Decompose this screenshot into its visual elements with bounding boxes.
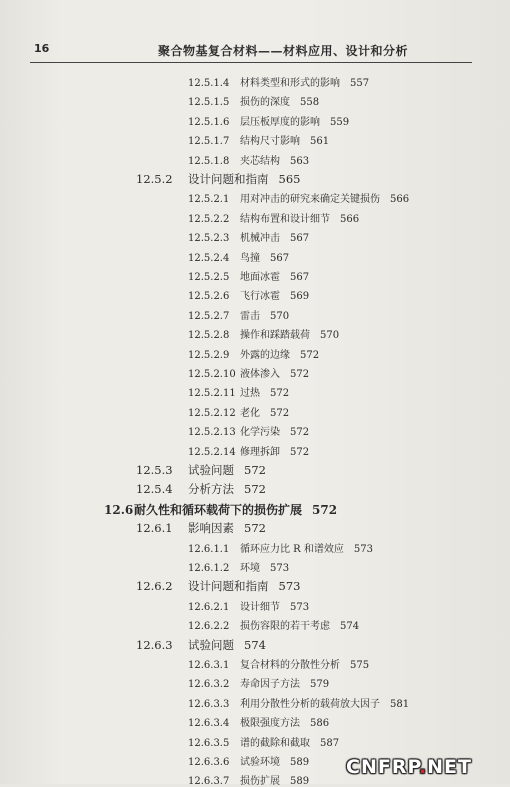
toc-entry-title: 复合材料的分散性分析 [240, 660, 340, 671]
toc-entry-number: 12.5.2.2 [188, 213, 230, 225]
toc-entry-title: 设计问题和指南 [188, 172, 269, 186]
toc-entry-number: 12.6.2.2 [188, 621, 230, 633]
toc-entry [188, 443, 309, 458]
toc-entry-page: 563 [290, 155, 310, 167]
toc-entry-page: 574 [340, 621, 360, 633]
toc-entry-number: 12.6.3.3 [188, 698, 230, 710]
running-header [30, 42, 470, 58]
page-number: 16 [34, 42, 50, 55]
toc-entry-page: 572 [312, 502, 338, 517]
toc-entry-number: 12.5.2.8 [188, 330, 230, 342]
toc-entry-title: 雷击 [240, 310, 260, 322]
toc-entry-title: 耐久性和循环载荷下的损伤扩展 [134, 502, 303, 517]
toc-entry-title: 操作和踩踏载荷 [240, 330, 310, 342]
toc-entry-page: 572 [244, 463, 266, 477]
toc-entry-page: 573 [290, 601, 310, 613]
toc-entry [188, 249, 289, 264]
toc-entry-number: 12.5.2.5 [188, 272, 230, 283]
toc-entry-page: 570 [320, 330, 340, 342]
toc-entry-title: 损伤容限的若干考虑 [240, 621, 330, 633]
toc-entry [136, 578, 300, 594]
toc-entry-page: 572 [270, 388, 290, 400]
toc-entry-number: 12.6.2.1 [188, 601, 230, 613]
toc-entry-title: 设计细节 [240, 601, 280, 613]
toc-entry-number: 12.5.2.1 [188, 194, 230, 206]
toc-entry-title: 试验问题 [188, 463, 234, 477]
toc-entry-page: 566 [390, 194, 410, 206]
toc-entry-number: 12.5.2.10 [188, 369, 236, 380]
site-watermark: CNFRP.NET [346, 756, 472, 778]
toc-entry [136, 520, 266, 536]
toc-entry-title: 地面冰雹 [240, 272, 280, 283]
toc-entry-number: 12.5.2.9 [188, 349, 230, 361]
toc-entry-title: 循环应力比 R 和谱效应 [240, 543, 344, 555]
toc-entry-title: 外露的边缘 [240, 349, 290, 361]
toc-entry-page: 572 [290, 446, 310, 458]
header-rule [30, 62, 472, 63]
toc-entry-number: 12.6.2 [136, 579, 173, 594]
toc-entry-number: 12.6.3.5 [188, 737, 230, 749]
toc-entry-number: 12.6.1.2 [188, 563, 230, 574]
toc-entry [188, 753, 309, 768]
toc-entry-title: 损伤的深度 [240, 97, 290, 109]
toc-entry [188, 210, 359, 225]
toc-entry-page: 567 [270, 252, 290, 264]
toc-entry-title: 影响因素 [188, 521, 234, 536]
toc-entry-number: 12.6.3.2 [188, 679, 230, 691]
toc-entry [188, 675, 329, 690]
toc-entry-title: 设计问题和指南 [188, 579, 269, 594]
toc-entry [188, 695, 409, 710]
toc-entry [188, 132, 329, 147]
toc-entry-number: 12.5.2.14 [188, 446, 236, 458]
toc-entry [188, 74, 369, 89]
toc-entry-page: 589 [290, 757, 310, 768]
toc-entry-title: 液体渗入 [240, 369, 280, 380]
toc-entry [188, 113, 349, 128]
toc-entry-title: 鸟撞 [240, 252, 260, 264]
toc-entry-number: 12.5.2.4 [188, 252, 230, 264]
toc-entry-title: 层压板厚度的影响 [240, 116, 320, 128]
toc-entry-number: 12.5.1.6 [188, 116, 230, 128]
toc-entry-number: 12.6.3.1 [188, 660, 230, 671]
toc-entry-title: 试验环境 [240, 757, 280, 768]
toc-entry [136, 481, 266, 497]
toc-entry [136, 171, 300, 187]
toc-entry-page: 586 [310, 718, 330, 730]
toc-entry-title: 结构布置和设计细节 [240, 213, 330, 225]
toc-entry-title: 过热 [240, 388, 260, 400]
toc-entry [188, 404, 289, 419]
toc-entry-number: 12.6.1 [136, 521, 173, 536]
toc-entry-title: 试验问题 [188, 637, 234, 652]
toc-entry-number: 12.5.1.5 [188, 97, 230, 109]
toc-entry-page: 569 [290, 291, 310, 303]
toc-entry-page: 572 [300, 349, 320, 361]
toc-entry-page: 573 [270, 563, 290, 574]
toc-entry [188, 229, 309, 244]
toc-entry [188, 617, 359, 632]
toc-entry [188, 772, 309, 787]
toc-entry-title: 用对冲击的研究来确定关键损伤 [240, 194, 380, 206]
toc-entry [188, 423, 309, 438]
toc-entry-title: 寿命因子方法 [240, 679, 300, 691]
toc-entry [188, 540, 373, 555]
toc-entry [188, 384, 289, 399]
toc-entry-number: 12.6.3.7 [188, 776, 230, 787]
toc-entry [188, 268, 309, 283]
toc-entry-page: 572 [290, 369, 310, 380]
toc-entry-number: 12.5.2.3 [188, 233, 230, 245]
toc-entry-number: 12.6.3.4 [188, 718, 230, 730]
toc-entry-title: 材料类型和形式的影响 [240, 78, 340, 89]
toc-entry-page: 567 [290, 272, 310, 283]
toc-entry-page: 557 [350, 78, 370, 89]
toc-entry [188, 559, 289, 574]
toc-entry-title: 环境 [240, 563, 260, 574]
toc-entry-title: 化学污染 [240, 427, 280, 439]
toc-entry-title: 修理拆卸 [240, 446, 280, 458]
toc-entry-number: 12.6.3.6 [188, 757, 230, 768]
toc-entry-page: 589 [290, 776, 310, 787]
toc-entry [188, 656, 369, 671]
toc-entry [188, 307, 289, 322]
toc-entry-page: 575 [350, 660, 370, 671]
toc-entry-page: 558 [300, 97, 320, 109]
toc-entry-title: 谱的截除和截取 [240, 737, 310, 749]
toc-entry [136, 637, 266, 653]
toc-entry-page: 572 [290, 427, 310, 439]
toc-entry-number: 12.5.3 [136, 463, 173, 477]
toc-entry [188, 93, 319, 108]
toc-entry-page: 573 [278, 579, 301, 594]
toc-entry [104, 501, 337, 518]
toc-entry-number: 12.5.2.6 [188, 291, 230, 303]
toc-entry-page: 573 [353, 543, 373, 555]
toc-entry-title: 损伤扩展 [240, 776, 280, 787]
toc-entry-title: 极限强度方法 [240, 718, 300, 730]
toc-entry [188, 287, 309, 302]
toc-entry-title: 飞行冰雹 [240, 291, 280, 303]
toc-entry-number: 12.5.1.4 [188, 78, 230, 89]
toc-entry-title: 分析方法 [188, 482, 234, 497]
toc-entry-number: 12.5.2.13 [188, 427, 236, 439]
toc-entry-number: 12.5.2.7 [188, 310, 230, 322]
toc-entry-number: 12.5.1.8 [188, 155, 230, 167]
toc-entry-number: 12.5.2.12 [188, 407, 236, 419]
toc-entry [188, 598, 309, 613]
toc-entry-number: 12.6 [104, 502, 134, 517]
toc-entry-page: 587 [320, 737, 340, 749]
toc-entry-number: 12.6.3 [136, 637, 173, 652]
toc-entry-number: 12.5.2.11 [188, 388, 236, 400]
toc-entry-page: 581 [390, 698, 410, 710]
toc-entry [188, 326, 339, 341]
toc-entry [188, 346, 319, 361]
toc-entry-number: 12.5.2 [136, 172, 173, 186]
toc-entry-number: 12.5.4 [136, 482, 173, 497]
toc-entry-title: 利用分散性分析的载荷放大因子 [240, 698, 380, 710]
toc-entry-page: 567 [290, 233, 310, 245]
toc-entry-page: 570 [270, 310, 290, 322]
toc-entry-title: 老化 [240, 407, 260, 419]
toc-entry [188, 734, 339, 749]
toc-entry-number: 12.6.1.1 [188, 543, 230, 555]
toc-entry [188, 714, 329, 729]
toc-entry-title: 夹芯结构 [240, 155, 280, 167]
toc-entry-title: 机械冲击 [240, 233, 280, 245]
toc-entry-number: 12.5.1.7 [188, 136, 230, 148]
toc-entry-title: 结构尺寸影响 [240, 136, 300, 148]
toc-entry-page: 565 [278, 172, 301, 186]
toc-entry [188, 365, 309, 380]
book-title: 聚合物基复合材料——材料应用、设计和分析 [158, 44, 409, 58]
toc-entry-page: 561 [310, 136, 330, 148]
toc-entry-page: 574 [244, 637, 266, 652]
toc-entry-page: 572 [270, 407, 290, 419]
toc-entry-page: 566 [340, 213, 360, 225]
toc-entry [188, 152, 309, 167]
toc-entry [136, 462, 266, 478]
toc-entry-page: 572 [244, 482, 266, 497]
toc-entry-page: 572 [244, 521, 266, 536]
toc-entry-page: 579 [310, 679, 330, 691]
toc-entry-page: 559 [330, 116, 350, 128]
toc-entry [188, 190, 409, 205]
